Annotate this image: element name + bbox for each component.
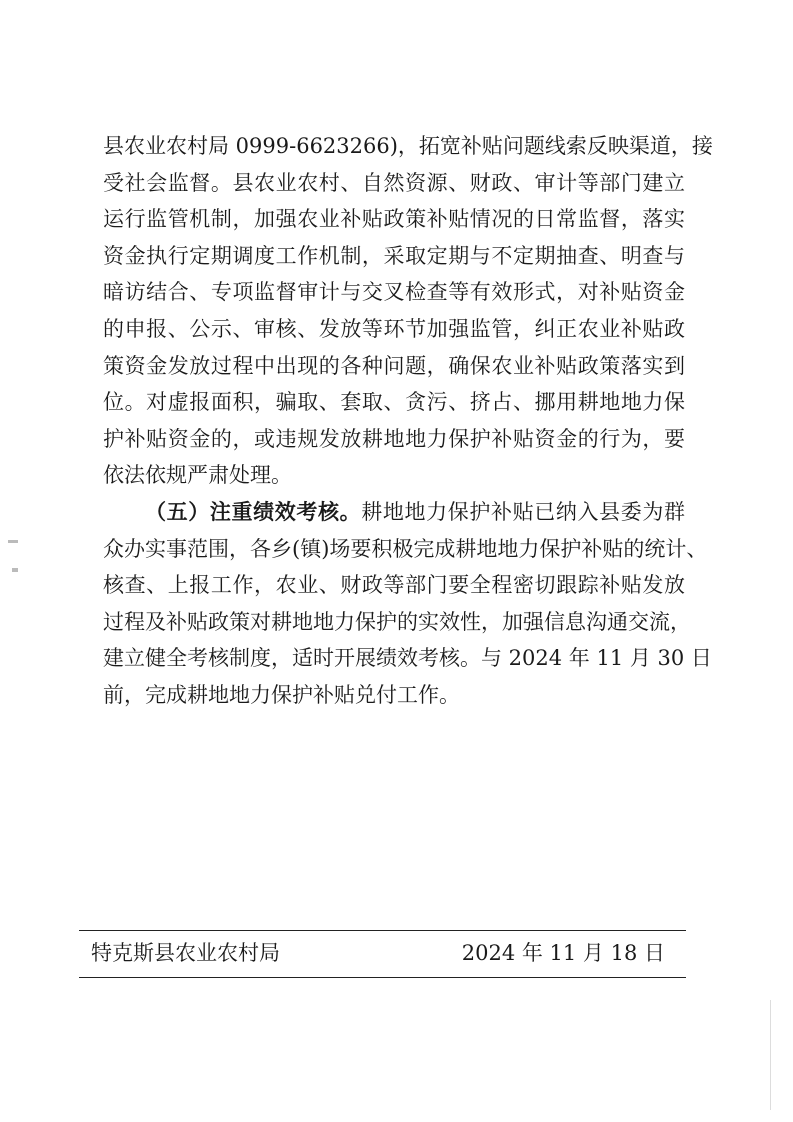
paragraph-supervision	[103, 128, 713, 494]
text-line: 位。对虚报面积，骗取、套取、贪污、挤占、挪用耕地地力保	[103, 390, 685, 415]
document-body	[103, 128, 713, 714]
text-line: 县农业农村局 0999-6623266)，拓宽补贴问题线索反映渠道，接	[103, 134, 713, 158]
paragraph-performance-assessment	[103, 494, 712, 714]
text-line: 暗访结合、专项监督审计与交叉检查等有效形式，对补贴资金	[103, 280, 685, 305]
footer-divider-bottom	[79, 977, 686, 978]
text-line	[103, 494, 685, 531]
text-line: 运行监管机制，加强农业补贴政策补贴情况的日常监督，落实	[103, 207, 685, 232]
scan-artifact	[770, 1000, 771, 1110]
issue-date: 2024 年 11 月 18 日	[461, 941, 665, 965]
text-line: 过程及补贴政策对耕地地力保护的实效性，加强信息沟通交流，	[103, 609, 691, 634]
text-line: 受社会监督。县农业农村、自然资源、财政、审计等部门建立	[103, 170, 685, 195]
section-heading: （五）注重绩效考核。	[145, 498, 362, 524]
text-line: 前，完成耕地地力保护补贴兑付工作。	[103, 682, 460, 707]
issuer-name: 特克斯县农业农村局	[91, 941, 280, 965]
scan-artifact	[8, 540, 18, 543]
text-line: 建立健全考核制度，适时开展绩效考核。与 2024 年 11 月 30 日	[103, 646, 712, 671]
text-line: 策资金发放过程中出现的各种问题，确保农业补贴政策落实到	[103, 353, 685, 378]
text-line: 依法依规严肃处理。	[103, 463, 292, 488]
text-line: 护补贴资金的，或违规发放耕地地力保护补贴资金的行为，要	[103, 426, 685, 451]
text-line: 的申报、公示、审核、发放等环节加强监管，纠正农业补贴政	[103, 316, 685, 341]
footer-divider-top	[79, 930, 686, 931]
text-line: 众办实事范围，各乡(镇)场要积极完成耕地地力保护补贴的统计、	[103, 536, 708, 561]
text-line: 核查、上报工作，农业、财政等部门要全程密切跟踪补贴发放	[103, 573, 685, 598]
scan-artifact	[12, 568, 18, 572]
text-line: 资金执行定期调度工作机制，采取定期与不定期抽查、明查与	[103, 243, 685, 268]
text-segment: 耕地地力保护补贴已纳入县委为群	[361, 499, 685, 524]
